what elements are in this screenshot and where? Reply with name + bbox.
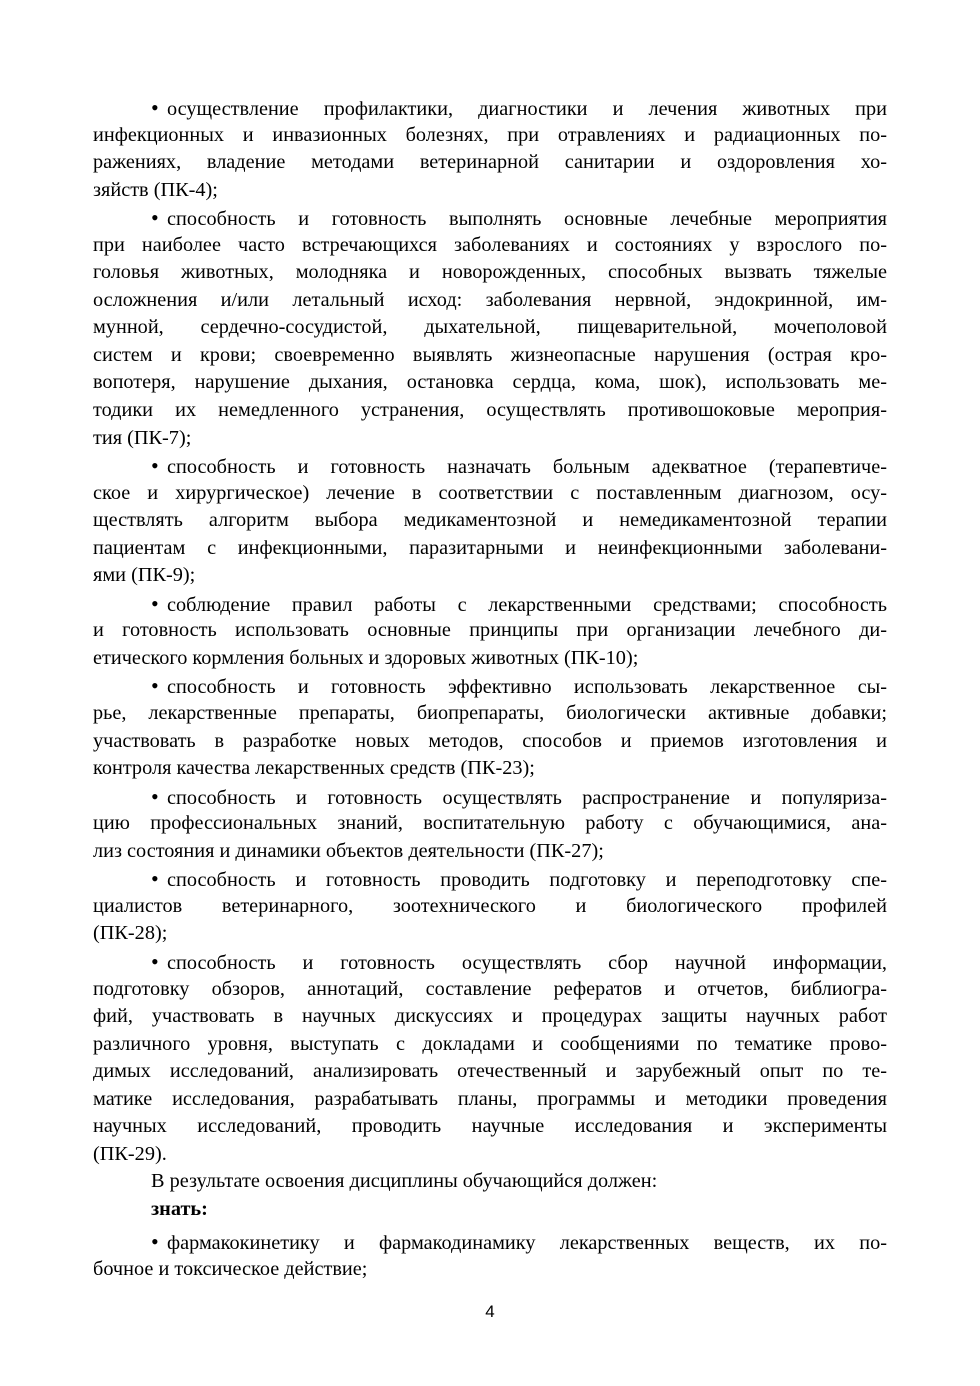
paragraph-line	[93, 1141, 887, 1169]
line-text: инфекционных и инвазионных болезнях, при отравлениях и радиационных по-	[93, 123, 887, 146]
line-text: фармакокинетику и фармакодинамику лекарственных веществ, их по-	[167, 1232, 887, 1255]
paragraph-line	[93, 1086, 887, 1114]
bullet-icon	[151, 672, 167, 702]
paragraph-line	[93, 480, 887, 508]
line-text: участвовать в разработке новых методов, способов и приемов изготовления и	[93, 729, 887, 752]
line-text: тия (ПК-7);	[93, 426, 192, 449]
paragraph-line	[93, 562, 887, 590]
line-text: фий, участвовать в научных дискуссиях и процедурах защиты научных работ	[93, 1005, 887, 1028]
line-text: систем и крови; своевременно выявлять жизнеопасные нарушения (острая кро-	[93, 343, 887, 366]
paragraph-line	[93, 1113, 887, 1141]
paragraph-line	[93, 645, 887, 673]
line-text: ское и хирургическое) лечение в соответствии с поставленным диагнозом, осу-	[93, 481, 887, 504]
paragraph-line	[93, 617, 887, 645]
line-text: вопотеря, нарушение дыхания, остановка сердца, кома, шок), использовать ме-	[93, 371, 887, 394]
line-text: бочное и токсическое действие;	[93, 1257, 368, 1280]
know-heading: знать:	[151, 1197, 208, 1220]
paragraph-line	[93, 810, 887, 838]
line-text: матике исследования, разрабатывать планы, программы и методики проведения	[93, 1087, 887, 1110]
line-text: осложнения и/или летальный исход: заболевания нервной, эндокринной, им-	[93, 288, 887, 311]
paragraph-line	[93, 1256, 887, 1284]
paragraph-line	[93, 1003, 887, 1031]
line-text: способность и готовность эффективно использовать лекарственное сы-	[167, 676, 887, 699]
bullet-paragraph	[93, 452, 887, 590]
bullet-paragraph	[93, 94, 887, 204]
paragraph-line	[93, 755, 887, 783]
line-text: способность и готовность осуществлять сбор научной информации,	[167, 951, 887, 974]
paragraph-line	[93, 893, 887, 921]
bullet-icon	[151, 865, 167, 895]
bullet-icon	[151, 783, 167, 813]
paragraph-line	[93, 232, 887, 260]
paragraph-line	[93, 590, 887, 618]
bullet-paragraph	[93, 672, 887, 782]
line-text: способность и готовность осуществлять распространение и популяриза-	[167, 786, 887, 809]
paragraph-line	[93, 425, 887, 453]
bullet-paragraph	[93, 204, 887, 452]
paragraph-line	[93, 259, 887, 287]
line-text: (ПК-29).	[93, 1142, 167, 1165]
line-text: димых исследований, анализировать отечественный и зарубежный опыт по те-	[93, 1060, 887, 1083]
line-text: ями (ПК-9);	[93, 564, 196, 587]
paragraph-line	[93, 342, 887, 370]
paragraph-line	[93, 204, 887, 232]
line-text: тодики их немедленного устранения, осуществлять противошоковые мероприя-	[93, 399, 887, 422]
know-list	[93, 1228, 887, 1283]
line-text: цию профессиональных знаний, воспитательную работу с обучающимися, ана-	[93, 812, 887, 835]
line-text: пациентам с инфекционными, паразитарными и неинфекционными заболевани-	[93, 536, 887, 559]
line-text: соблюдение правил работы с лекарственными средствами; способность	[167, 593, 887, 616]
line-text: способность и готовность проводить подготовку и переподготовку спе-	[167, 869, 887, 892]
paragraph-line	[93, 838, 887, 866]
document-page	[93, 94, 887, 1284]
paragraph-line	[93, 783, 887, 811]
bullet-icon	[151, 1228, 167, 1258]
line-text: научных исследований, проводить научные исследования и эксперименты	[93, 1115, 887, 1138]
line-text: етического кормления больных и здоровых животных (ПК-10);	[93, 646, 639, 669]
bullet-paragraph	[93, 865, 887, 948]
line-text: рье, лекарственные препараты, биопрепараты, биологически активные добавки;	[93, 702, 887, 725]
paragraph-line	[93, 1228, 887, 1256]
page-number: 4	[485, 1302, 495, 1321]
bullet-paragraph	[93, 948, 887, 1168]
paragraph-line	[93, 535, 887, 563]
paragraph-line	[93, 700, 887, 728]
line-text: зяйств (ПК-4);	[93, 178, 218, 201]
line-text: головья животных, молодняка и новорожденных, способных вызвать тяжелые	[93, 261, 887, 284]
paragraph-line	[93, 1031, 887, 1059]
paragraph-line	[93, 507, 887, 535]
paragraph-line	[93, 672, 887, 700]
paragraph-line	[93, 149, 887, 177]
paragraph-line	[93, 122, 887, 150]
paragraph-line	[93, 976, 887, 1004]
competency-list	[93, 94, 887, 1168]
line-text: способность и готовность назначать больным адекватное (терапевтиче-	[167, 456, 887, 479]
paragraph-line	[93, 369, 887, 397]
bullet-icon	[151, 590, 167, 620]
paragraph-line	[93, 948, 887, 976]
bullet-icon	[151, 204, 167, 234]
line-text: ществлять алгоритм выбора медикаментозной и немедикаментозной терапии	[93, 509, 887, 532]
line-text: мунной, сердечно-сосудистой, дыхательной, пищеварительной, мочеполовой	[93, 316, 887, 339]
paragraph-line	[93, 287, 887, 315]
intro-sentence: В результате освоения дисциплины обучающийся должен:	[151, 1170, 658, 1193]
paragraph-line	[93, 94, 887, 122]
line-text: способность и готовность выполнять основные лечебные мероприятия	[167, 208, 887, 231]
line-text: циалистов ветеринарного, зоотехнического и биологического профилей	[93, 894, 887, 917]
line-text: ражениях, владение методами ветеринарной санитарии и оздоровления хо-	[93, 151, 887, 174]
bullet-paragraph	[93, 783, 887, 866]
bullet-icon	[151, 452, 167, 482]
bullet-paragraph	[93, 590, 887, 673]
line-text: и готовность использовать основные принципы при организации лечебного ди-	[93, 619, 887, 642]
paragraph-line	[93, 177, 887, 205]
line-text: подготовку обзоров, аннотаций, составление рефератов и отчетов, библиогра-	[93, 977, 887, 1000]
paragraph-line	[93, 728, 887, 756]
paragraph-line	[93, 1058, 887, 1086]
line-text: контроля качества лекарственных средств (ПК-23);	[93, 757, 535, 780]
line-text: лиз состояния и динамики объектов деятельности (ПК-27);	[93, 839, 604, 862]
bullet-paragraph	[93, 1228, 887, 1283]
line-text: (ПК-28);	[93, 922, 168, 945]
paragraph-line	[93, 920, 887, 948]
line-text: различного уровня, выступать с докладами и сообщениями по тематике прово-	[93, 1032, 887, 1055]
paragraph-line	[93, 865, 887, 893]
bullet-icon	[151, 948, 167, 978]
paragraph-line	[93, 314, 887, 342]
paragraph-line	[93, 452, 887, 480]
paragraph-line	[93, 397, 887, 425]
line-text: при наиболее часто встречающихся заболеваниях и состояниях у взрослого по-	[93, 233, 887, 256]
line-text: осуществление профилактики, диагностики и лечения животных при	[167, 98, 887, 120]
bullet-icon	[151, 94, 167, 124]
